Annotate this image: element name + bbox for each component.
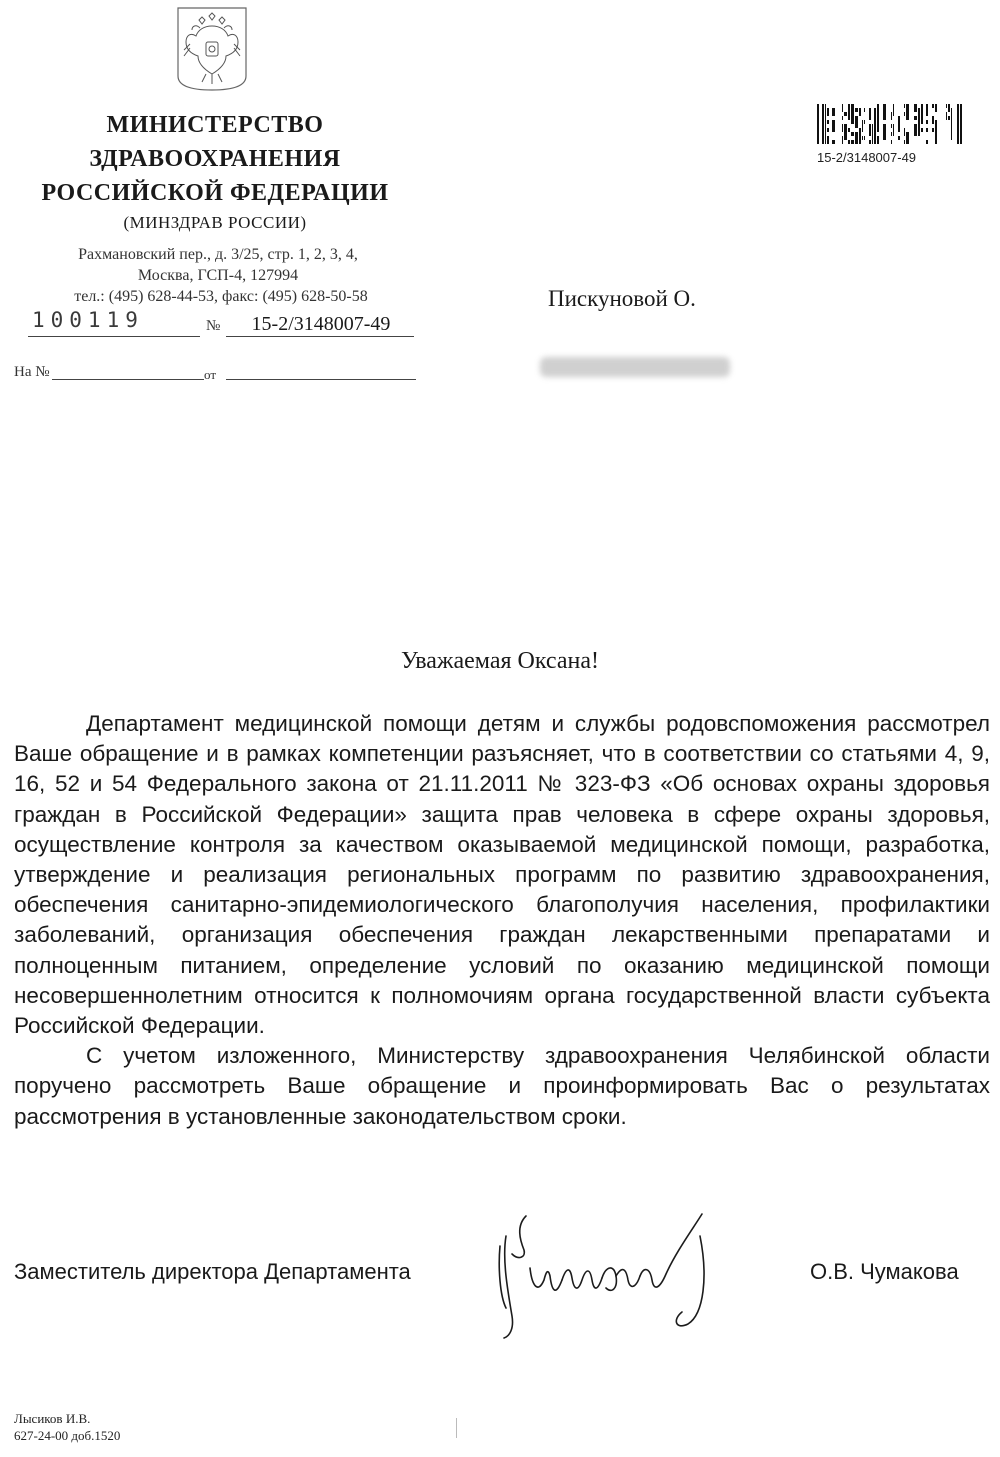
ministry-name-line3: РОССИЙСКОЙ ФЕДЕРАЦИИ: [41, 180, 389, 206]
registration-row: [28, 308, 418, 340]
number-underline: [226, 336, 414, 337]
number-label: №: [206, 318, 221, 334]
executor-info: [14, 1410, 120, 1444]
ministry-header: [0, 108, 430, 236]
letter-body: [14, 709, 990, 1132]
ministry-short-name: (МИНЗДРАВ РОССИИ): [123, 213, 307, 232]
recipient-email-redacted: [540, 357, 730, 377]
ministry-name-line2: ЗДРАВООХРАНЕНИЯ: [89, 146, 341, 172]
reply-date-underline: [226, 379, 416, 380]
ministry-name-line1: МИНИСТЕРСТВО: [106, 112, 324, 138]
barcode: [817, 104, 963, 144]
document-number: 15-2/3148007-49: [251, 313, 391, 335]
reply-number-underline: [52, 379, 204, 380]
executor-name: Лысиков И.В.: [14, 1411, 91, 1426]
signatory-name: О.В. Чумакова: [810, 1259, 959, 1284]
from-label: от: [204, 367, 217, 382]
handwritten-signature: [486, 1196, 736, 1346]
executor-phone: 627-24-00 доб.1520: [14, 1428, 121, 1443]
body-paragraph-2: С учетом изложенного, Министерству здравоохранения Челябинской области поручено рассмотреть Ваше обращение и проинформировать Вас о результатах рассмотрения в установленные законодательством сроки.: [14, 1043, 990, 1129]
address-line2: Москва, ГСП-4, 127994: [137, 267, 299, 284]
barcode-text: 15-2/3148007-49: [817, 150, 917, 165]
registration-date-stamp: 100119: [32, 308, 144, 332]
date-underline: [28, 336, 200, 337]
signatory-title: Заместитель директора Департамента: [14, 1259, 411, 1284]
salutation: Уважаемая Оксана!: [400, 648, 600, 674]
scan-mark: [456, 1418, 457, 1438]
recipient-name: Пискуновой О.: [548, 286, 696, 311]
address-line3: тел.: (495) 628-44-53, факс: (495) 628-50-58: [74, 288, 368, 305]
coat-of-arms-emblem: [176, 6, 248, 92]
ministry-address: [0, 244, 436, 307]
reply-reference-row: [14, 364, 416, 384]
body-paragraph-1: Департамент медицинской помощи детям и службы родовспоможения рассмотрел Ваше обращение и в рамках компетенции разъясняет, что в соответствии со статьями 4, 9, 16, 52 и 54 Федерального закона от 21.11.2011 № 323-ФЗ «Об основах охраны здоровья граждан в Российской Федерации» защита прав человека в сфере охраны здоровья, осуществление контроля за качеством оказываемой медицинской помощи, разработка, утверждение и реализация региональных программ по развитию здравоохранения, обеспечения санитарно-эпидемиологического благополучия населения, профилактики заболеваний, организация обеспечения граждан лекарственными препаратами и полноценным питанием, определение условий по оказанию медицинской помощи несовершеннолетним относится к полномочиям органа государственной власти субъекта Российской Федерации.: [14, 711, 990, 1039]
reply-to-label: На №: [14, 364, 50, 380]
address-line1: Рахмановский пер., д. 3/25, стр. 1, 2, 3, 4,: [78, 246, 358, 263]
